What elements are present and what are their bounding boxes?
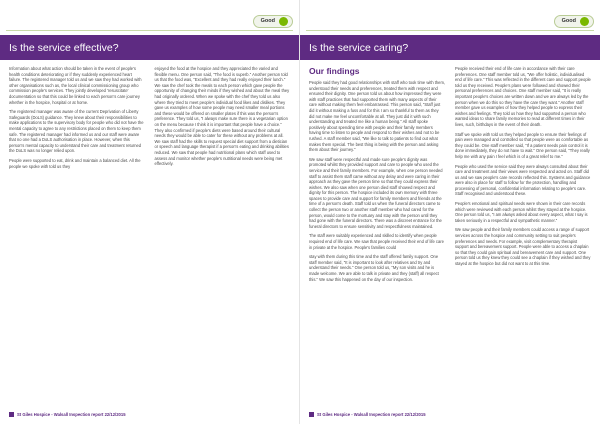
footer-text: St Giles Hospice - Walsall Inspection report 22/12/2015	[317, 412, 426, 417]
paragraph: The registered manager was aware of the current Deprivation of Liberty Safeguards (DoLS) guidance. They knew about their responsibilities to make applications to the supervisory body for people who did not have the mental capacity to agree to any restrictions placed on them to keep them safe. The registered manager had informed us and our staff were aware that no one had a DoLS authorisation in place. However, when this person's mental capacity to understand their care and treatment returned the DoLS was no longer relied upon.	[9, 109, 144, 154]
column-right	[155, 66, 291, 406]
paragraph: The staff were suitably experienced and skilled to identify when people required end of life care. We saw that people received their end of life care in private at the hospice. People's families could	[309, 233, 444, 250]
right-page	[300, 0, 600, 424]
section-banner	[0, 35, 299, 60]
paragraph: Staff we spoke with told us they helped people to ensure their feelings of pain were managed and controlled so that people were as comfortable as they could be. One staff member said, "If a patient needs pain control it is done immediately, they do not have to wait." One person said, "They really help me with any pain I feel which is of a great relief to me."	[455, 131, 590, 159]
rating-badge	[554, 15, 594, 28]
rating-dot-icon	[580, 17, 589, 26]
column-left	[309, 66, 445, 406]
footer-marker-icon	[309, 412, 314, 417]
rating-label: Good	[260, 18, 275, 24]
paragraph: stay with them during this time and the staff offered family support. One staff member said, "It is important to look after relatives and try and understand their needs." One person told us, "My son visits and he is made welcome. We are able to talk in private and they (staff) all respect this." We saw this happened on the day of our inspection.	[309, 254, 439, 282]
paragraph: We saw people and their family members could access a range of support services across the hospice and community setting to suit people's preferences and needs. For example, visit complementary therapist support and bereavement support. People were able to access a chaplain so that they could gain spiritual and bereavement care and support. One person told us they knew they could see a chaplain if they wished and they stayed at the hospice but did not want to at this time.	[455, 227, 591, 266]
footer-text: St Giles Hospice - Walsall Inspection report 22/12/2015	[17, 412, 126, 417]
text-columns	[9, 66, 290, 406]
paragraph: People received their end of life care in accordance with their care preferences. One staff member told us, "We offer holistic, individualised end of life care." This was reflected in the different care and support people told us they received. People's plans were followed and showed their personal preferences and choices. One staff member said, "It is really important people's choices are written down and we are always led by the person when we do this so they have the care they want." Another staff member gave us examples of how they helped people to express their wishes and feelings. They told us how they had supported a person who wanted ideas to share family memories to read at different times in their lives, such, birthdays in the event of their death.	[455, 66, 591, 127]
page-footer	[309, 412, 426, 417]
paragraph: People who used the service said they were always consulted about their care and treatment and their views were respected and acted on. Staff did us and we saw people's care records reflected this. Systems and guidance were also in place for staff to follow for the protection, handling and processing of personal, confidential information relating to people's care. Staff recognised and understood these.	[455, 163, 591, 197]
rating-dot-icon	[279, 17, 288, 26]
rating-bar	[306, 12, 594, 31]
section-banner	[300, 35, 600, 60]
paragraph: enjoyed the food at the hospice and they appreciated the varied and flexible menu. One person said, "The food is superb." Another person told us that the food was, "Excellent and they had really enjoyed their lunch." We saw the chef took the meals to each person which gave people the opportunity of changing their minds if they wished and about the meal they had originally ordered. When we spoke with the chef they told us also where they tried to meet people's individual food likes and dislikes. They gave us examples of how some people may need smaller meal portions and these would be offered on smaller plates if this was the person's preference. They told us, "I always make sure there is a vegetarian option on the menu because I think it is important that people have a choice." They also confirmed if people's diets were based around their cultural needs they would be able to cater for these without any problems at all. We saw staff had the skills to request special diet support from a dietician or speech and language therapist if a person's eating and drinking abilities reduced. We saw that people had nutritional plans which staff used to assess and monitor whether people's nutritional needs were being met effectively.	[154, 66, 290, 167]
text-columns	[309, 66, 591, 406]
column-right	[455, 66, 591, 406]
paragraph: Information about what action should be taken in the event of people's health conditions deteriorating or if they suddenly experienced heart failure. The registered manager told us and we saw they had worked with other organisations such as, the local clinical commissioning group who commission people's services. They jointly developed 'resuscitate' documentation so that this could be linked to each person's care journey whether in the hospice, hospital or at home.	[9, 66, 142, 105]
paragraph: People were supported to eat, drink and maintain a balanced diet. All the people we spoke with told us they	[9, 157, 141, 169]
section-heading: Our findings	[309, 66, 360, 76]
page-title: Is the service caring?	[309, 41, 409, 54]
paragraph: People said they had good relationships with staff who took time with them, understood their needs and preferences, treated them with respect and ensured their dignity. One person told us about how impressed they were with staff practices that had supported them with many aspects of their care without making them feel embarrassed. This person said, "Staff just did it without making a fuss and for this I am so thankful to them as they did not make me feel uncomfortable at all. They just did it with such understanding and treated me like a human being." All staff spoke positively about spending time with people and their family members having time to listen to people and respond to their wishes and not to be rushed. A staff member said, "We like to talk to patients to find out what makes them special. The best thing is being with the person and asking them about their journey."	[309, 80, 446, 153]
rating-label: Good	[561, 18, 576, 24]
paragraph: We saw staff were respectful and made sure people's dignity was promoted whilst they provided support and care to people who used the service and their family members. For example, when one person needed staff to assist them staff came without any delay and were caring in their approach as they gave the person time so that they could express their wishes. We also saw when one person died staff showed respect and dignity for this person. The hospice included its own memory with three spaces to provide care and support for family members and friends at the time of a person's death. Staff told us when the funeral directors came to collect the person two or another staff member who had cared for the person, would come to the mortuary and stay with the person until they had gone with the funeral directors. There was a discreet entrance for the funeral directors to ensure sensitivity and respectfulness maintained.	[309, 156, 443, 229]
page-title: Is the service effective?	[9, 41, 119, 54]
page-footer	[9, 412, 126, 417]
footer-marker-icon	[9, 412, 14, 417]
paragraph: People's emotional and spiritual needs were shown in their care records which were reviewed with each person whilst they stayed at the hospice. One person told us, "I am always asked about every aspect, what I say is taken seriously in a respectful and sympathetic manner."	[455, 201, 588, 223]
rating-badge	[253, 15, 293, 28]
column-left	[9, 66, 145, 406]
rating-bar	[6, 12, 293, 31]
